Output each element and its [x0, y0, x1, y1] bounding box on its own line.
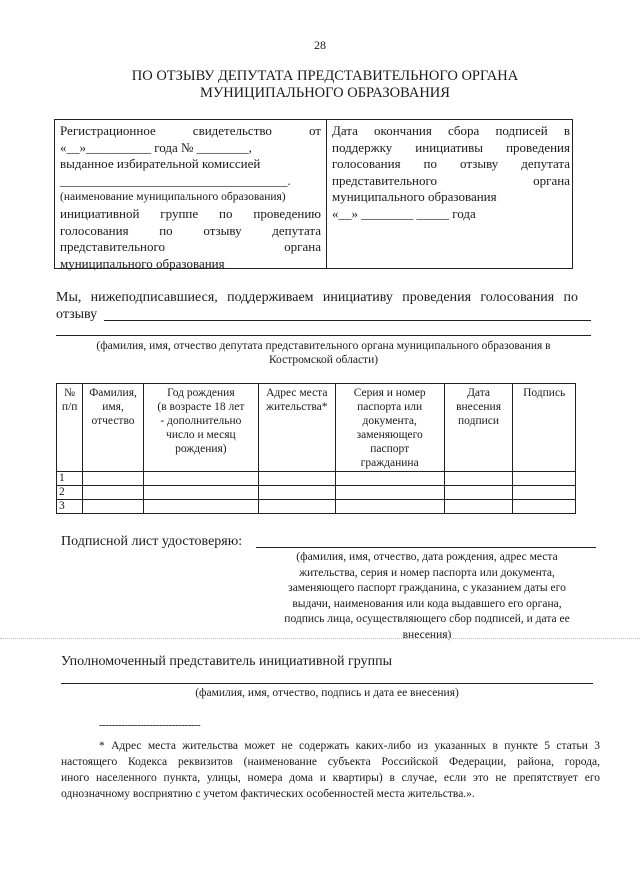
- certify-caption-line: жительства, серия и номер паспорта или документа,: [299, 566, 555, 579]
- table-cell-empty[interactable]: [258, 500, 335, 514]
- row-number-cell: 1: [57, 472, 83, 486]
- table-cell-empty[interactable]: [335, 486, 444, 500]
- row-number-cell: 2: [57, 486, 83, 500]
- table-header-text: подписи: [458, 415, 500, 427]
- reg-right-line-1: Дата окончания сбора подписей в: [332, 123, 570, 138]
- certify-caption: [262, 550, 592, 643]
- table-cell-empty[interactable]: [83, 500, 144, 514]
- title-line-2: МУНИЦИПАЛЬНОГО ОБРАЗОВАНИЯ: [200, 85, 450, 101]
- table-cell-empty[interactable]: [444, 472, 513, 486]
- table-header-text: число и месяц: [166, 429, 236, 441]
- statement-line-2: отзыву: [56, 307, 98, 322]
- table-header-text: имя,: [102, 401, 124, 413]
- deputy-caption-line-1: (фамилия, имя, отчество депутата представительного органа муниципального образования в: [96, 340, 551, 352]
- footnote-line-4: однозначному восприятию с учетом фактических особенностей места жительства.».: [61, 788, 475, 800]
- table-header-text: паспорт: [370, 443, 410, 455]
- table-body: [57, 472, 576, 514]
- table-cell-empty[interactable]: [83, 472, 144, 486]
- table-header-text: Серия и номер: [353, 387, 426, 399]
- footnote-line-3: иного населенного пункта, улицы, номера дома и квартиры) в случае, если это не препятствует его: [61, 772, 600, 784]
- table-header-col-full-name: [83, 384, 144, 472]
- deputy-caption: [56, 339, 591, 367]
- signatures-table: [56, 383, 576, 514]
- table-header-text: Дата: [467, 387, 490, 399]
- table-cell-empty[interactable]: [258, 472, 335, 486]
- table-cell-empty[interactable]: [143, 500, 258, 514]
- table-cell-empty[interactable]: [143, 472, 258, 486]
- certify-caption-line: подпись лица, осуществляющего сбор подписей, и дата ее: [284, 613, 570, 625]
- table-header-text: внесения: [456, 401, 501, 413]
- deputy-name-line: [104, 320, 591, 321]
- certify-caption-line: выдачи, наименования или кода выдавшего его органа,: [292, 597, 562, 610]
- reg-left-line-2: «__»__________ года № ________,: [60, 139, 252, 155]
- reg-left-line-3: выданное избирательной комиссией: [60, 156, 261, 172]
- footnote-separator: --------------------------------: [99, 719, 201, 731]
- table-cell-empty[interactable]: [513, 500, 576, 514]
- reg-left-line-4: ___________________________________.: [60, 172, 291, 188]
- table-row: [57, 486, 576, 500]
- deputy-name-line-2: [56, 335, 591, 336]
- table-header-text: - дополнительно: [160, 415, 242, 427]
- table-row: [57, 500, 576, 514]
- reg-left-line-9: муниципального образования: [60, 255, 225, 271]
- table-cell-empty[interactable]: [335, 500, 444, 514]
- table-header-col-address: [258, 384, 335, 472]
- table-header-row: [57, 384, 576, 472]
- certify-label: Подписной лист удостоверяю:: [61, 534, 243, 549]
- page-title: [60, 68, 590, 102]
- table-cell-empty[interactable]: [83, 486, 144, 500]
- table-cell-empty[interactable]: [335, 472, 444, 486]
- reg-right-line-4: представительного органа: [332, 172, 570, 188]
- representative-signature-line: [61, 683, 593, 684]
- reg-left-line-6: инициативной группе по проведению: [60, 205, 321, 221]
- reg-left-line-8: представительного органа: [60, 239, 321, 255]
- table-header-text: заменяющего: [356, 429, 423, 441]
- table-cell-empty[interactable]: [444, 486, 513, 500]
- reg-right-line-2: поддержку инициативы проведения: [332, 139, 570, 155]
- table-header-col-number: [57, 384, 83, 472]
- registration-certificate-cell: [60, 123, 321, 272]
- table-header-text: (в возрасте 18 лет: [157, 401, 245, 413]
- table-cell-empty[interactable]: [513, 486, 576, 500]
- table-header-text: Подпись: [523, 387, 566, 399]
- row-number-cell: 3: [57, 500, 83, 514]
- footnote-line-1: * Адрес места жительства может не содержать каких-либо из указанных в пункте 5 статьи 3: [99, 740, 600, 752]
- table-row: [57, 472, 576, 486]
- table-header-text: №: [64, 387, 76, 399]
- reg-left-line-7: голосования по отзыву депутата: [60, 222, 321, 238]
- page-number: 28: [314, 38, 326, 52]
- deputy-caption-line-2: Костромской области): [268, 354, 379, 366]
- registration-divider: [326, 120, 327, 268]
- certify-caption-line: заменяющего паспорт гражданина, с указанием даты его: [288, 582, 566, 594]
- table-header-text: документа,: [362, 415, 417, 427]
- reg-left-line-1: Регистрационное свидетельство от: [60, 123, 321, 138]
- footnote: [61, 738, 600, 802]
- table-header-col-sign-date: [444, 384, 513, 472]
- title-line-1: ПО ОТЗЫВУ ДЕПУТАТА ПРЕДСТАВИТЕЛЬНОГО ОРГАНА: [131, 68, 519, 84]
- table-cell-empty[interactable]: [258, 486, 335, 500]
- scan-artifact-line: [0, 638, 640, 639]
- representative-label: Уполномоченный представитель инициативной группы: [61, 654, 392, 669]
- certify-caption-line: (фамилия, имя, отчество, дата рождения, адрес места: [296, 551, 558, 563]
- certify-signature-line: [256, 547, 596, 548]
- table-header-text: гражданина: [360, 457, 419, 469]
- table-header-text: Год рождения: [167, 387, 235, 399]
- registration-box: [54, 119, 573, 269]
- signature-deadline-cell: [332, 123, 570, 223]
- table-header-text: отчество: [91, 415, 135, 427]
- table-header-col-birth-year: [143, 384, 258, 472]
- table-header-text: Адрес места: [266, 387, 328, 399]
- table-header-text: паспорта или: [357, 401, 423, 413]
- table-cell-empty[interactable]: [143, 486, 258, 500]
- table-header-text: п/п: [61, 401, 78, 413]
- representative-caption: (фамилия, имя, отчество, подпись и дата ее внесения): [195, 687, 459, 699]
- reg-right-line-5: муниципального образования: [332, 189, 497, 205]
- reg-left-caption: (наименование муниципального образования): [60, 191, 286, 204]
- table-header-text: жительства*: [266, 401, 328, 413]
- table-cell-empty[interactable]: [513, 472, 576, 486]
- table-header-text: рождения): [175, 443, 227, 455]
- reg-right-line-3: голосования по отзыву депутата: [332, 156, 570, 172]
- certify-caption-line: внесения): [402, 628, 452, 641]
- statement-line-1: Мы, нижеподписавшиеся, поддерживаем инициативу проведения голосования по: [56, 290, 578, 305]
- table-header-col-passport: [335, 384, 444, 472]
- footnote-line-2: настоящего Кодекса реквизитов (наименование субъекта Российской Федерации, района, города,: [61, 756, 600, 768]
- reg-right-line-6: «__» ________ _____ года: [332, 205, 476, 221]
- table-header-col-signature: [513, 384, 576, 472]
- table-cell-empty[interactable]: [444, 500, 513, 514]
- table-header-text: Фамилия,: [89, 387, 137, 399]
